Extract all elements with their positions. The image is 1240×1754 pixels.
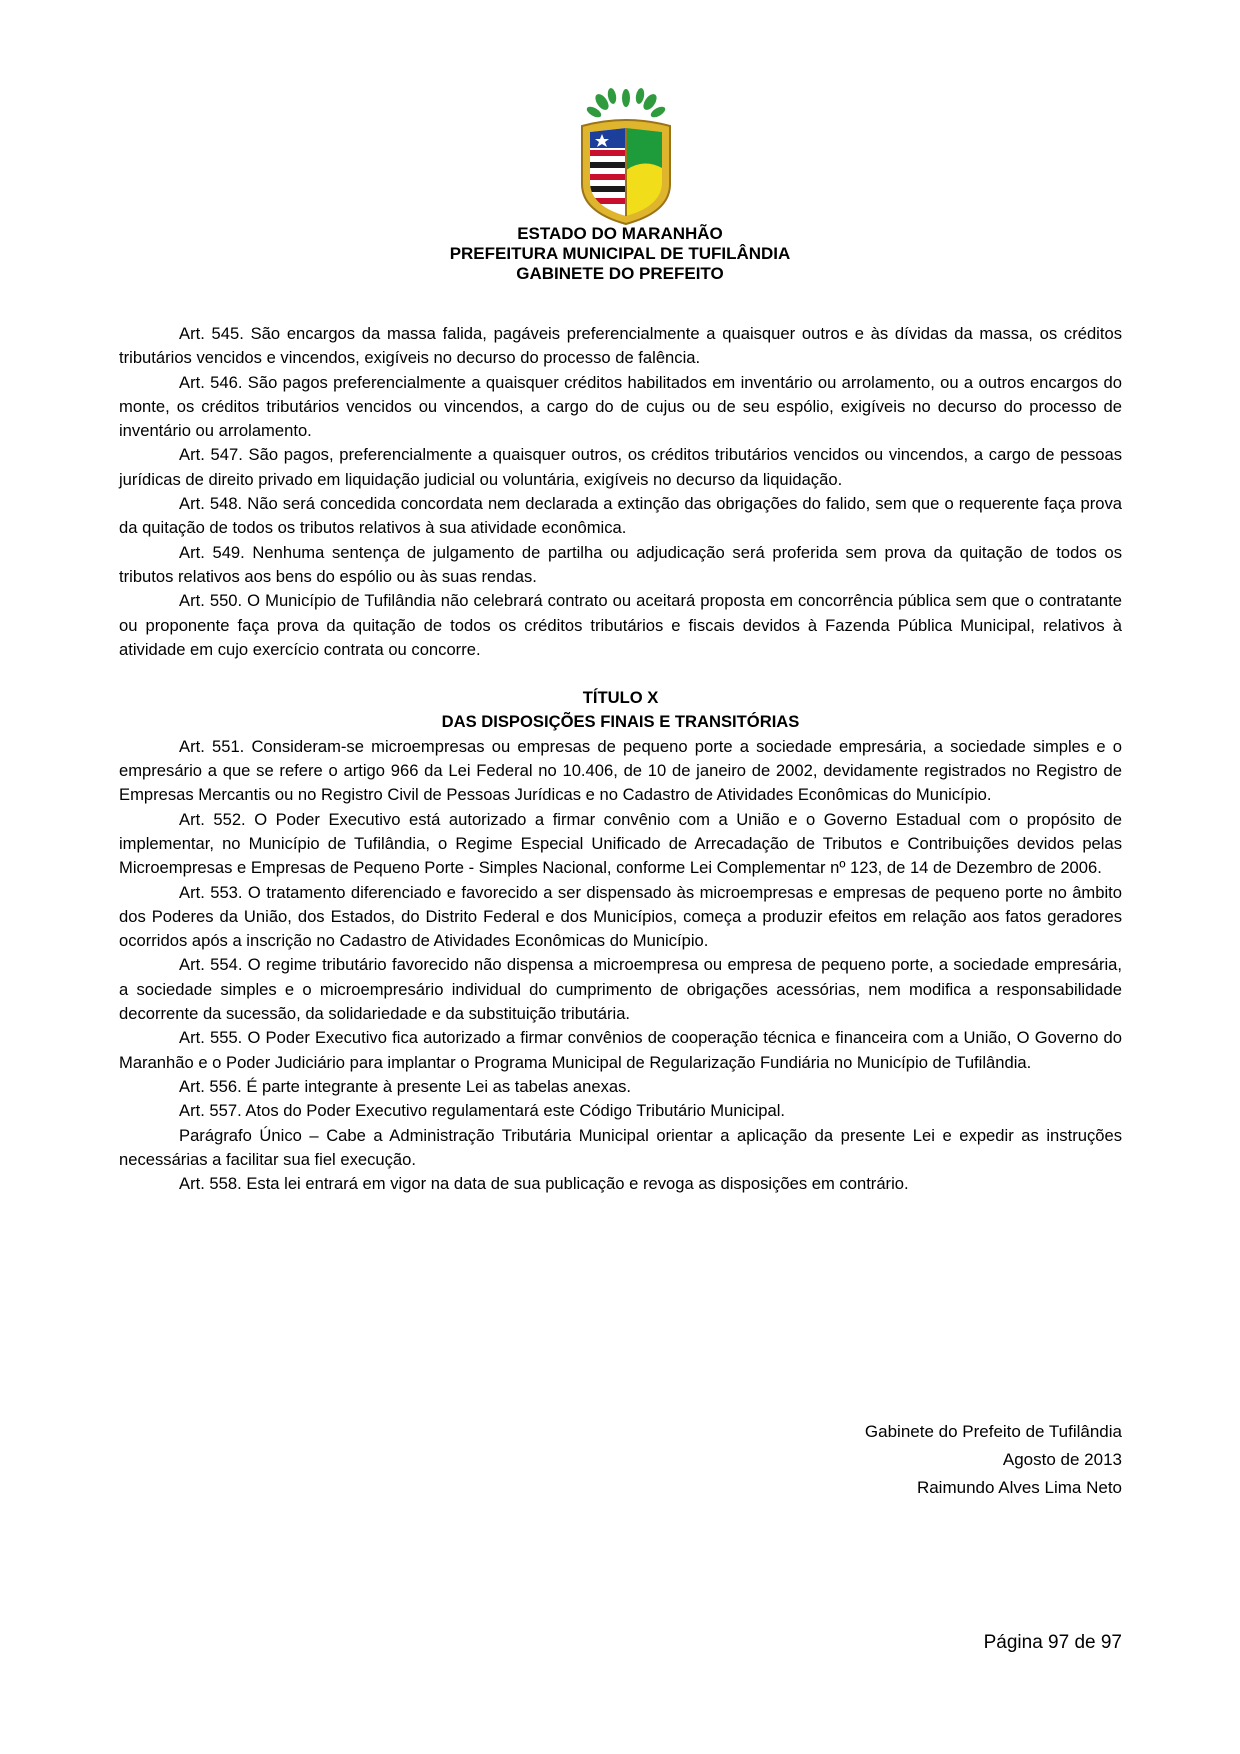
article-550: Art. 550. O Município de Tufilândia não celebrará contrato ou aceitará proposta em concorrência pública sem que o contratante ou proponente faça prova da quitação de todos os créditos tributários e fiscais devidos à Fazenda Pública Municipal, relativos à atividade em cujo exercício contrata ou concorre.	[119, 591, 1122, 659]
article-556: Art. 556. É parte integrante à presente Lei as tabelas anexas.	[179, 1076, 632, 1096]
document-header	[0, 224, 1240, 284]
signature-block	[865, 1418, 1122, 1502]
article-554: Art. 554. O regime tributário favorecido não dispensa a microempresa ou empresa de pequeno porte, a sociedade empresária, a sociedade simples e o microempresário individual do cumprimento de obrigações acessórias, nem modifica a responsabilidade decorrente da sucessão, da solidariedade e da substituição tributária.	[119, 955, 1122, 1024]
maranhao-coat-of-arms	[572, 88, 680, 228]
article-555: Art. 555. O Poder Executivo fica autorizado a firmar convênios de cooperação técnica e financeira com a União, O Governo do Maranhão e o Poder Judiciário para implantar o Programa Municipal de Regularização Fundiária no Município de Tufilândia.	[119, 1028, 1122, 1072]
title-name: DAS DISPOSIÇÕES FINAIS E TRANSITÓRIAS	[441, 712, 800, 732]
article-557: Art. 557. Atos do Poder Executivo regulamentará este Código Tributário Municipal.	[179, 1101, 786, 1121]
article-549: Art. 549. Nenhuma sentença de julgamento de partilha ou adjudicação será proferida sem prova da quitação de todos os tributos relativos aos bens do espólio ou às suas rendas.	[119, 542, 1122, 586]
article-552: Art. 552. O Poder Executivo está autorizado a firmar convênio com a União e o Governo Estadual com o propósito de implementar, no Município de Tufilândia, o Regime Especial Unificado de Arrecadação de Tributos e Contribuições devidos pelas Microempresas e Empresas de Pequeno Porte - Simples Nacional, conforme Lei Complementar nº 123, de 14 de Dezembro de 2006.	[119, 809, 1122, 878]
page-number: Página 97 de 97	[983, 1632, 1122, 1653]
title-number: TÍTULO X	[582, 688, 659, 708]
signature-office: Gabinete do Prefeito de Tufilândia	[864, 1422, 1122, 1441]
signature-date: Agosto de 2013	[1002, 1450, 1122, 1469]
article-551: Art. 551. Consideram-se microempresas ou empresas de pequeno porte a sociedade empresária, a sociedade simples e o empresário a que se refere o artigo 966 da Lei Federal no 10.406, de 10 de janeiro de 2002, devidamente registrados no Registro de Empresas Mercantis ou no Registro Civil de Pessoas Jurídicas e no Cadastro de Atividades Econômicas do Município.	[119, 736, 1122, 805]
article-557-sole-paragraph: Parágrafo Único – Cabe a Administração Tributária Municipal orientar a aplicação da presente Lei e expedir as instruções necessárias a facilitar sua fiel execução.	[119, 1125, 1122, 1169]
document-body	[119, 322, 1122, 1196]
article-548: Art. 548. Não será concedida concordata nem declarada a extinção das obrigações do falido, sem que o requerente faça prova da quitação de todos os tributos relativos à sua atividade econômica.	[119, 494, 1122, 538]
signature-name: Raimundo Alves Lima Neto	[916, 1478, 1122, 1497]
article-547: Art. 547. São pagos, preferencialmente a quaisquer outros, os créditos tributários vencidos ou vincendos, a cargo de pessoas jurídicas de direito privado em liquidação judicial ou voluntária, exigíveis no decurso da liquidação.	[119, 445, 1122, 489]
article-558: Art. 558. Esta lei entrará em vigor na data de sua publicação e revoga as disposições em contrário.	[179, 1174, 909, 1194]
article-553: Art. 553. O tratamento diferenciado e favorecido a ser dispensado às microempresas e empresas de pequeno porte no âmbito dos Poderes da União, dos Estados, do Distrito Federal e dos Municípios, começa a produzir efeitos em relação aos fatos geradores ocorridos após a inscrição no Cadastro de Atividades Econômicas do Município.	[119, 882, 1122, 951]
article-546: Art. 546. São pagos preferencialmente a quaisquer créditos habilitados em inventário ou arrolamento, ou a outros encargos do monte, os créditos tributários vencidos ou vincendos, a cargo do de cujus ou de seu espólio, exigíveis no decurso do processo de inventário ou arrolamento.	[119, 372, 1122, 441]
header-municipality: PREFEITURA MUNICIPAL DE TUFILÂNDIA	[449, 244, 791, 263]
article-545: Art. 545. São encargos da massa falida, pagáveis preferencialmente a quaisquer outros e às dívidas da massa, os créditos tributários vencidos e vincendos, exigíveis no decurso do processo de falência.	[119, 324, 1122, 368]
header-state: ESTADO DO MARANHÃO	[517, 224, 723, 243]
header-office: GABINETE DO PREFEITO	[516, 264, 724, 283]
title-block	[119, 686, 1122, 735]
